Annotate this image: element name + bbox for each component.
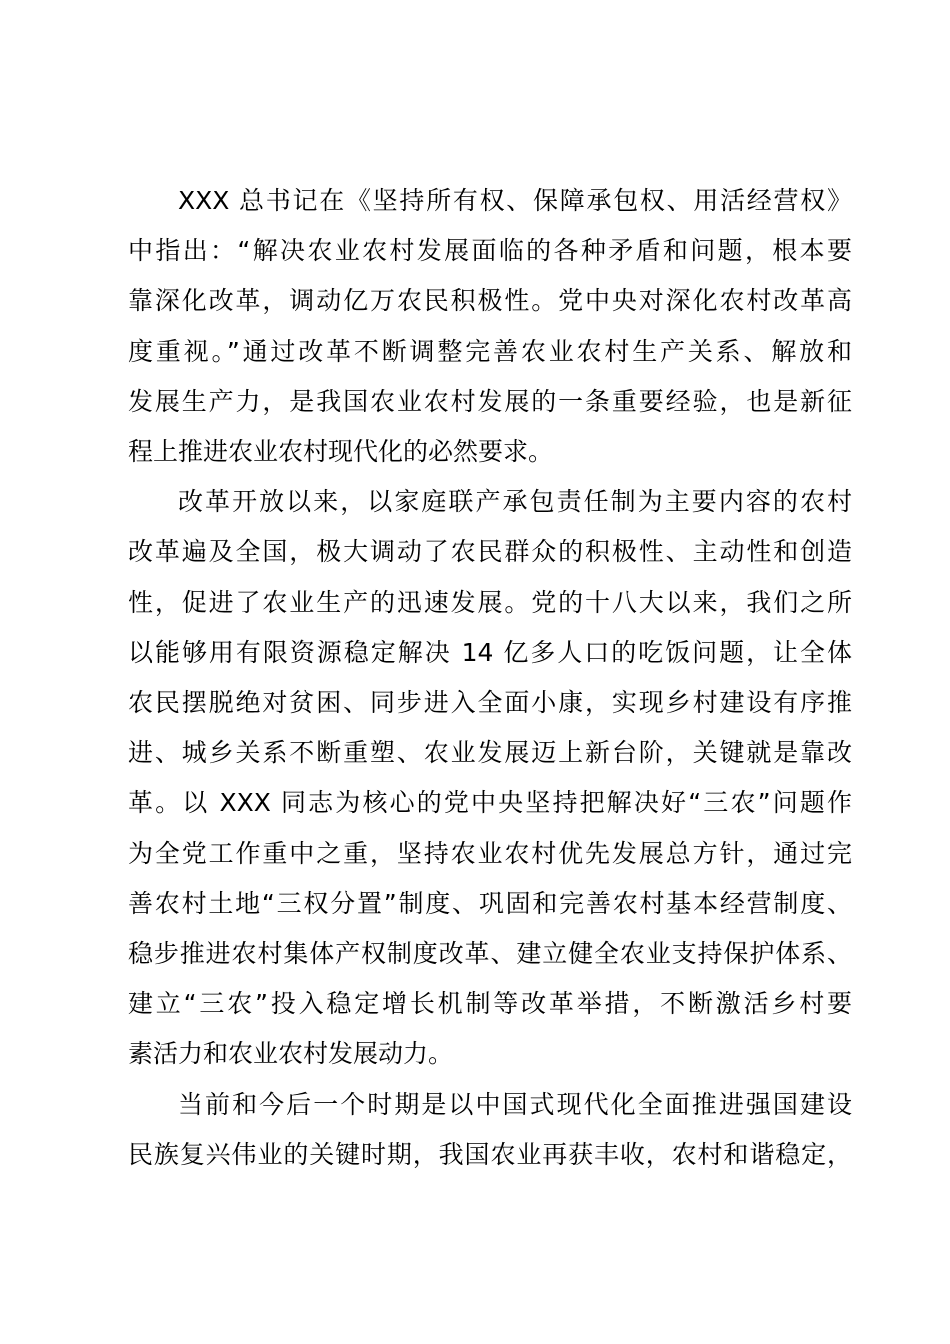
text-line: 程上推进农业农村现代化的必然要求。: [128, 437, 554, 467]
paragraph-2: [128, 477, 852, 1079]
text-line: 发展生产力，是我国农业农村发展的一条重要经验，也是新征: [128, 386, 852, 416]
text-line: 素活力和农业农村发展动力。: [128, 1039, 454, 1069]
text-line: 农民摆脱绝对贫困、同步进入全面小康，实现乡村建设有序推: [128, 688, 852, 718]
text-line: 进、城乡关系不断重塑、农业发展迈上新台阶，关键就是靠改: [128, 738, 852, 768]
document-body: [128, 176, 852, 1180]
text-line: 性，促进了农业生产的迅速发展。党的十八大以来，我们之所: [128, 587, 852, 617]
text-line: XXX 总书记在《坚持所有权、保障承包权、用活经营权》: [178, 186, 852, 215]
text-line: 稳步推进农村集体产权制度改革、建立健全农业支持保护体系、: [128, 939, 852, 969]
text-line: 建立“三农”投入稳定增长机制等改革举措，不断激活乡村要: [128, 989, 852, 1019]
paragraph-3: [128, 1080, 852, 1180]
text-line: 度重视。”通过改革不断调整完善农业农村生产关系、解放和: [128, 336, 852, 366]
text-line: 靠深化改革，调动亿万农民积极性。党中央对深化农村改革高: [128, 286, 852, 316]
paragraph-1: [128, 176, 852, 477]
text-line: 当前和今后一个时期是以中国式现代化全面推进强国建设: [178, 1089, 852, 1119]
text-line: 改革遍及全国，极大调动了农民群众的积极性、主动性和创造: [128, 537, 852, 567]
text-line: 中指出：“解决农业农村发展面临的各种矛盾和问题，根本要: [128, 236, 852, 266]
text-line: 革。以 XXX 同志为核心的党中央坚持把解决好“三农”问题作: [128, 788, 852, 818]
text-line: 善农村土地“三权分置”制度、巩固和完善农村基本经营制度、: [128, 888, 852, 918]
text-line: 民族复兴伟业的关键时期，我国农业再获丰收，农村和谐稳定，: [128, 1139, 852, 1169]
text-line: 改革开放以来，以家庭联产承包责任制为主要内容的农村: [178, 487, 852, 517]
text-line: 以能够用有限资源稳定解决 14 亿多人口的吃饭问题，让全体: [128, 637, 852, 667]
text-line: 为全党工作重中之重，坚持农业农村优先发展总方针，通过完: [128, 838, 852, 868]
